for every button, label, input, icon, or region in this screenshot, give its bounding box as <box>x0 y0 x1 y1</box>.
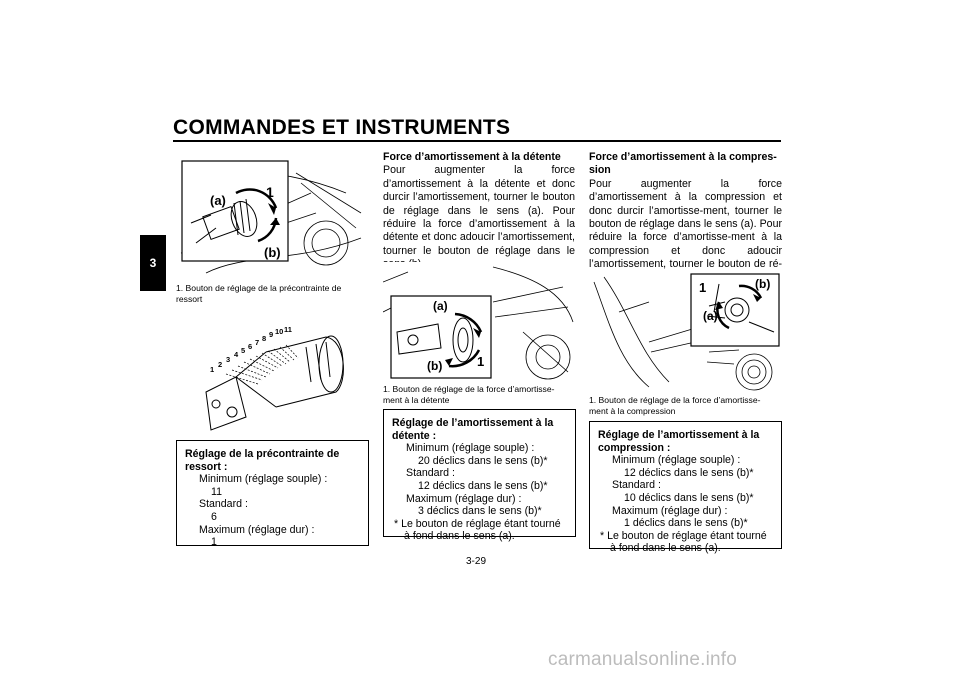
scale-number: 7 <box>255 338 260 347</box>
section-tab: 3 <box>140 235 166 291</box>
callout-a: (a) <box>703 309 718 323</box>
scale-number: 2 <box>218 360 223 369</box>
scale-number: 1 <box>210 365 215 374</box>
figure-preload-scale <box>196 322 348 434</box>
spec-box-rebound <box>383 409 576 543</box>
callout-1: 1 <box>699 280 707 295</box>
section-heading: Force d’amortissement à la compres- sion <box>589 151 777 177</box>
watermark: carmanualsonline.info <box>548 649 738 670</box>
callout-b: (b) <box>427 359 443 373</box>
spec-box-compression <box>589 421 782 555</box>
spec-max-label: Maximum (réglage dur) : <box>199 523 315 536</box>
section-rebound <box>383 151 575 272</box>
scale-number: 8 <box>262 334 267 343</box>
spec-std-label: Standard : <box>406 467 455 480</box>
figure-caption-compression: 1. Bouton de réglage de la force d’amortisse- ment à la compression <box>589 395 761 416</box>
section-compression <box>589 151 782 285</box>
page-title: COMMANDES ET INSTRUMENTS <box>173 116 511 139</box>
scale-number: 11 <box>284 325 292 334</box>
callout-b: (b) <box>755 277 771 291</box>
spec-title: Réglage de l’amortissement à la compression : <box>598 429 760 454</box>
spec-min-label: Minimum (réglage souple) : <box>199 473 328 486</box>
section-heading: Force d’amortissement à la détente <box>383 151 561 163</box>
spec-max-value: 1 déclics dans le sens (b)* <box>624 517 748 530</box>
spec-std-value: 12 déclics dans le sens (b)* <box>418 479 548 492</box>
callout-b: (b) <box>264 245 281 260</box>
callout-a: (a) <box>210 193 226 208</box>
section-paragraph: Pour augmenter la force d’amortissement à la compression et donc durcir l’amortisse-ment, tourner le bouton de réglage dans le sens (a). Pour réduire la force d’amortisse-ment à la compression et donc adoucir l’amortissement, tourner le bouton de ré- <box>589 177 782 271</box>
page-number: 3-29 <box>466 556 487 567</box>
spec-max-label: Maximum (réglage dur) : <box>612 504 728 517</box>
spec-title: Réglage de la précontrainte de ressort : <box>185 448 340 473</box>
spec-title: Réglage de l’amortissement à la détente : <box>392 417 554 442</box>
spring-preload-illustration <box>176 153 366 280</box>
figure-compression-damping <box>589 272 782 392</box>
spec-std-value: 10 déclics dans le sens (b)* <box>624 491 754 504</box>
compression-damping-illustration <box>589 272 782 392</box>
scale-number: 9 <box>269 330 274 339</box>
spec-note: * Le bouton de réglage étant tourné à fond dans le sens (a). <box>394 517 561 543</box>
figure-caption-preload: 1. Bouton de réglage de la précontrainte de ressort <box>176 283 342 304</box>
figure-spring-preload <box>176 153 366 280</box>
spec-std-value: 6 <box>211 510 217 523</box>
header-rule <box>173 140 781 142</box>
spec-box-preload <box>176 440 369 549</box>
scale-number: 4 <box>234 350 239 359</box>
spec-max-value: 3 déclics dans le sens (b)* <box>418 505 542 518</box>
spec-std-label: Standard : <box>199 498 248 511</box>
figure-caption-rebound: 1. Bouton de réglage de la force d’amortisse- ment à la détente <box>383 384 555 405</box>
section-paragraph: Pour augmenter la force d’amortissement à la détente et donc durcir l’amortissement, tourner le bouton de réglage dans le sens (a). Pour réduire la force d’amortissement à la détente et donc adoucir l’amortissement, tourner le bouton de réglage dans le <box>383 164 575 257</box>
scale-number: 3 <box>226 355 231 364</box>
callout-1: 1 <box>477 354 485 369</box>
spec-min-label: Minimum (réglage souple) : <box>612 454 741 467</box>
spec-std-label: Standard : <box>612 479 661 492</box>
callout-1: 1 <box>266 184 274 200</box>
scale-number: 10 <box>275 327 284 336</box>
spec-min-value: 12 déclics dans le sens (b)* <box>624 466 754 479</box>
preload-scale-illustration <box>196 322 348 434</box>
spec-min-label: Minimum (réglage souple) : <box>406 442 535 455</box>
spec-min-value: 20 déclics dans le sens (b)* <box>418 454 548 467</box>
spec-note: * Le bouton de réglage étant tourné à fond dans le sens (a). <box>600 529 767 555</box>
rebound-damping-illustration <box>383 262 575 382</box>
scale-number: 5 <box>241 346 246 355</box>
scale-number: 6 <box>248 342 253 351</box>
spec-max-value: 1 <box>211 536 217 549</box>
spec-min-value: 11 <box>211 485 222 498</box>
figure-rebound-damping <box>383 262 575 382</box>
callout-a: (a) <box>433 299 448 313</box>
spec-max-label: Maximum (réglage dur) : <box>406 492 522 505</box>
